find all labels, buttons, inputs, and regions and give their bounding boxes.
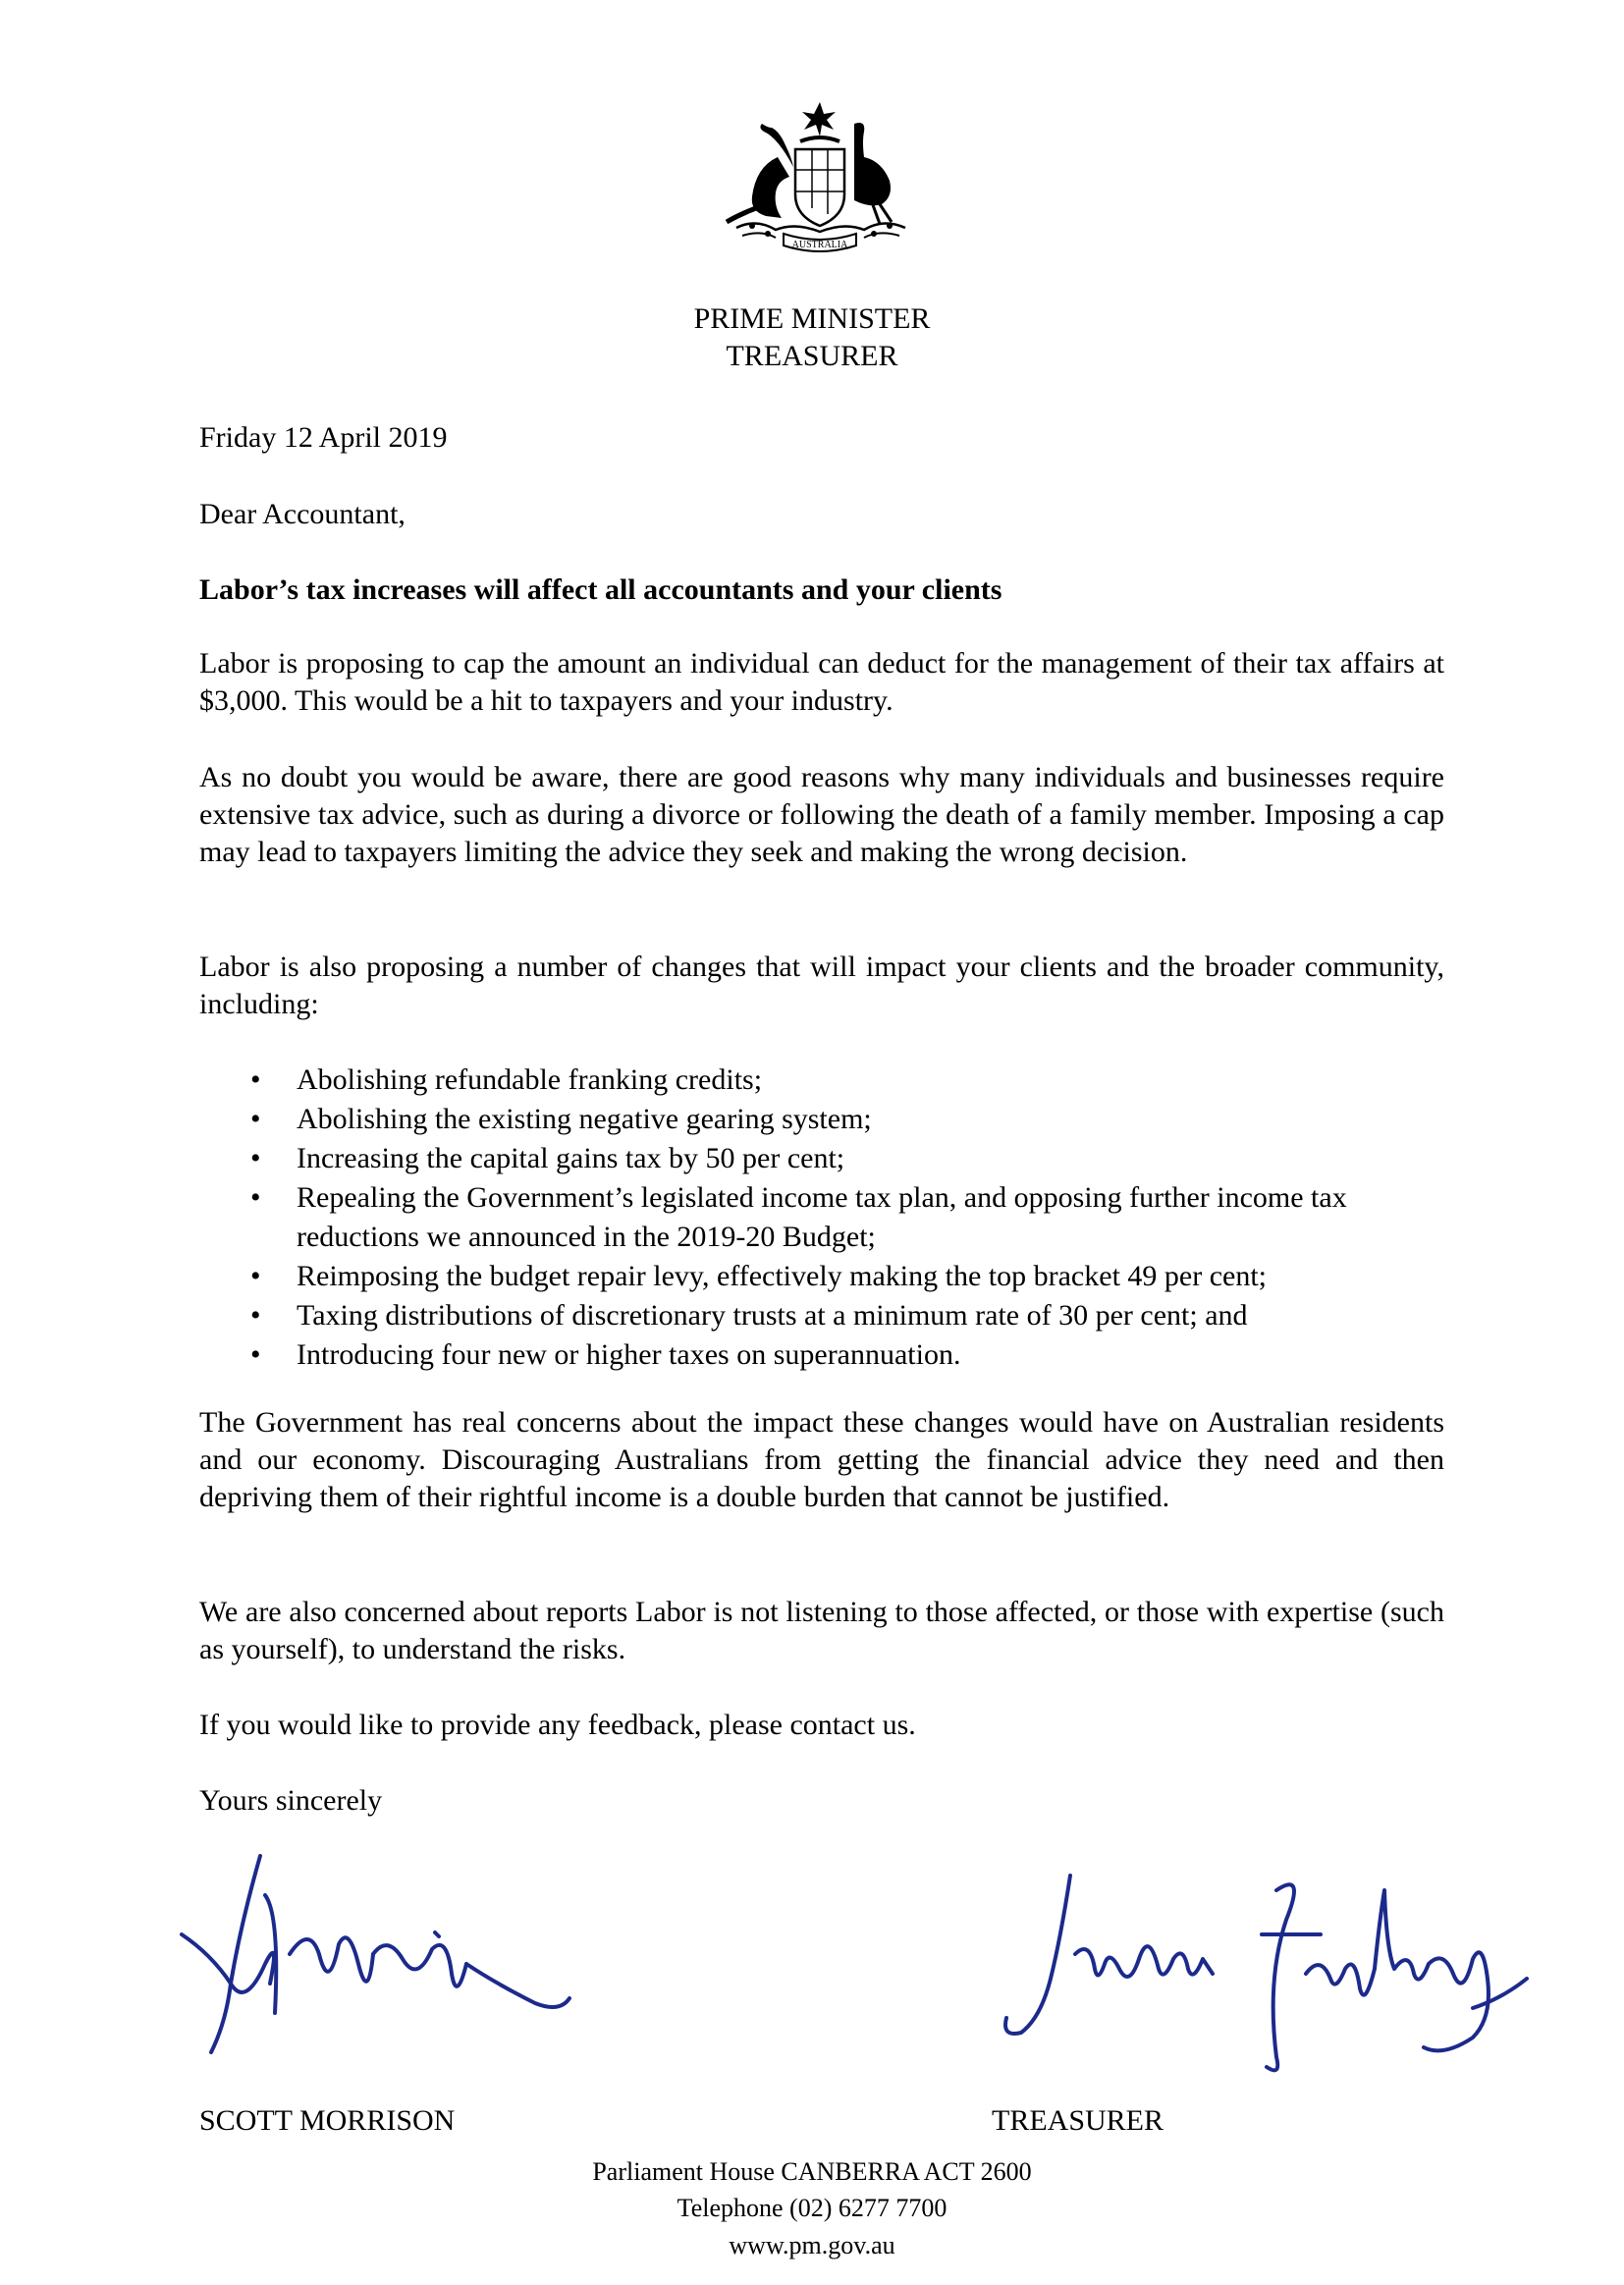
bullet-icon: • — [250, 1181, 261, 1214]
list-item-text: Abolishing refundable franking credits; — [297, 1063, 763, 1096]
australian-coat-of-arms-icon — [717, 98, 923, 260]
office-title-treasurer: TREASURER — [726, 340, 898, 372]
list-item-text: Abolishing the existing negative gearing system; — [297, 1103, 872, 1135]
bullet-icon: • — [250, 1142, 261, 1174]
list-item-text: Reimposing the budget repair levy, effectively making the top bracket 49 per cent; — [297, 1260, 1268, 1292]
paragraph-2: As no doubt you would be aware, there are good reasons why many individuals and businesses require extensive tax advice, such as during a divorce or following the death of a family member. Imposing a cap may lead to taxpayers limiting the advice they seek and making the wrong decision. — [199, 761, 1444, 868]
crest-scroll-text: AUSTRALIA — [791, 240, 848, 250]
signature-strokes — [182, 1856, 569, 2052]
list-item — [199, 1296, 1444, 1335]
signatory-title-treasurer: TREASURER — [992, 2104, 1164, 2137]
letter-date: Friday 12 April 2019 — [199, 421, 448, 454]
list-item-text: Repealing the Government’s legislated income tax plan, and opposing further income tax reductions we announced in the 2019-20 Budget; — [297, 1181, 1347, 1253]
signature-scott-morrison — [172, 1836, 574, 2062]
salutation: Dear Accountant, — [199, 498, 406, 530]
bullet-icon: • — [250, 1338, 261, 1371]
list-item — [199, 1061, 1444, 1100]
paragraph-5: We are also concerned about reports Labor is not listening to those affected, or those with expertise (such as yourself), to understand the risks. — [199, 1596, 1444, 1665]
list-item — [199, 1257, 1444, 1296]
list-item — [199, 1335, 1444, 1375]
footer-telephone: Telephone (02) 6277 7700 — [677, 2194, 947, 2222]
bullet-icon: • — [250, 1260, 261, 1292]
bullet-icon: • — [250, 1063, 261, 1096]
paragraph-4: The Government has real concerns about the impact these changes would have on Australian residents and our economy. Discouraging Australians from getting the financial advice they need and then depriving them of their rightful income is a double burden that cannot be justified. — [199, 1406, 1444, 1513]
signature-strokes — [1005, 1876, 1527, 2070]
footer-address: Parliament House CANBERRA ACT 2600 — [592, 2157, 1032, 2186]
signature-treasurer — [982, 1861, 1532, 2082]
paragraph-3: Labor is also proposing a number of changes that will impact your clients and the broader community, including: — [199, 951, 1444, 1020]
closing: Yours sincerely — [199, 1784, 383, 1817]
proposed-changes-list — [199, 1061, 1444, 1375]
subject-heading: Labor’s tax increases will affect all accountants and your clients — [199, 573, 1002, 606]
footer-website: www.pm.gov.au — [729, 2231, 895, 2259]
list-item-text: Increasing the capital gains tax by 50 per cent; — [297, 1142, 845, 1174]
list-item-text: Introducing four new or higher taxes on superannuation. — [297, 1338, 961, 1371]
paragraph-6: If you would like to provide any feedback, please contact us. — [199, 1709, 916, 1741]
list-item — [199, 1139, 1444, 1178]
paragraph-1: Labor is proposing to cap the amount an individual can deduct for the management of their tax affairs at $3,000. This would be a hit to taxpayers and your industry. — [199, 647, 1444, 717]
bullet-icon: • — [250, 1299, 261, 1332]
office-title-prime-minister: PRIME MINISTER — [693, 302, 931, 335]
signatory-name-scott-morrison: SCOTT MORRISON — [199, 2104, 456, 2137]
list-item — [199, 1100, 1444, 1139]
bullet-icon: • — [250, 1103, 261, 1135]
list-item — [199, 1178, 1444, 1257]
list-item-text: Taxing distributions of discretionary trusts at a minimum rate of 30 per cent; and — [297, 1299, 1248, 1332]
